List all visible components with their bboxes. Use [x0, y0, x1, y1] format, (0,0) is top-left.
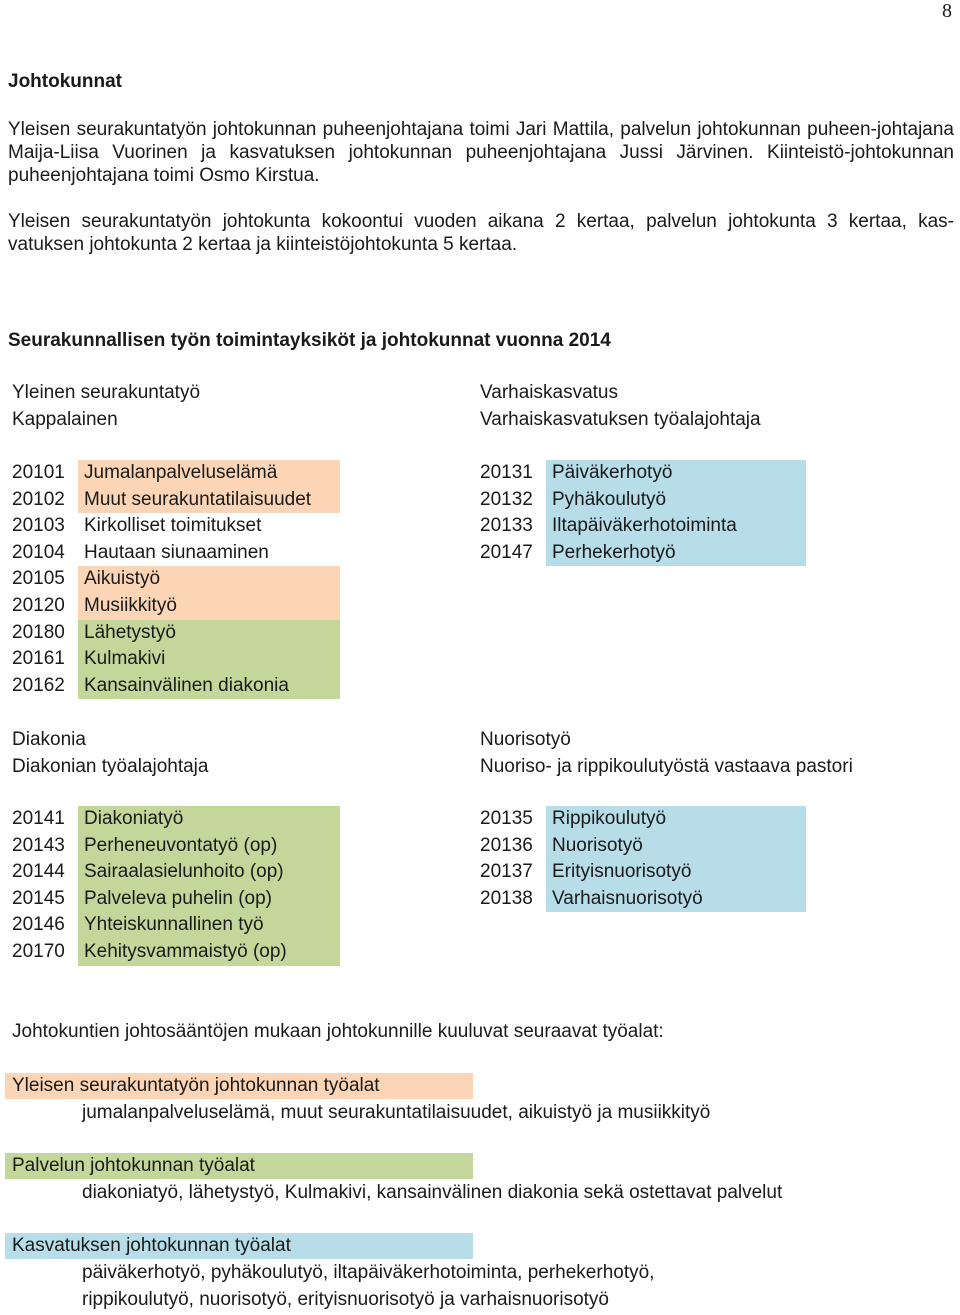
- group-title: Varhaiskasvatus: [480, 382, 618, 403]
- unit-code: 20162: [12, 674, 65, 696]
- unit-name: Nuorisotyö: [546, 833, 806, 860]
- group-header-diakonia: [12, 727, 208, 780]
- group-title: Yleinen seurakuntatyö: [12, 382, 201, 403]
- unit-name: Sairaalasielunhoito (op): [78, 859, 340, 886]
- unit-name: Jumalanpalveluselämä: [78, 460, 340, 487]
- duty-line: diakoniatyö, lähetystyö, Kulmakivi, kansainvälinen diakonia sekä ostettavat palvelut: [82, 1182, 783, 1203]
- unit-list-yleinen: [8, 460, 340, 699]
- unit-list-diakonia: [8, 806, 340, 966]
- unit-row: [476, 806, 806, 833]
- unit-name: Päiväkerhotyö: [546, 460, 806, 487]
- unit-code: 20144: [12, 861, 65, 883]
- group-title: Diakonia: [12, 729, 86, 750]
- unit-code: 20104: [12, 541, 65, 563]
- unit-name: Erityisnuorisotyö: [546, 859, 806, 886]
- unit-row: [8, 620, 340, 647]
- unit-code: 20143: [12, 834, 65, 856]
- unit-code: 20170: [12, 940, 65, 962]
- unit-name: Yhteiskunnallinen työ: [78, 912, 340, 939]
- unit-row: [476, 859, 806, 886]
- unit-row: [8, 939, 340, 966]
- duty-line: päiväkerhotyö, pyhäkoulutyö, iltapäiväkerhotoiminta, perhekerhotyö,: [82, 1262, 655, 1283]
- duty-label-yleinen: Yleisen seurakuntatyön johtokunnan työalat: [5, 1073, 473, 1099]
- duty-text-palvelu: [82, 1179, 782, 1206]
- unit-name: Muut seurakuntatilaisuudet: [78, 487, 340, 514]
- duty-text-yleinen: [82, 1099, 710, 1126]
- unit-name: Perheneuvontatyö (op): [78, 833, 340, 860]
- duties-intro: Johtokuntien johtosääntöjen mukaan johtokunnille kuuluvat seuraavat työalat:: [12, 1021, 664, 1042]
- group-subtitle: Kappalainen: [12, 408, 118, 430]
- unit-name: Lähetystyö: [78, 620, 340, 647]
- unit-row: [8, 540, 340, 567]
- unit-code: 20145: [12, 887, 65, 909]
- section-title-units: Seurakunnallisen työn toimintayksiköt ja johtokunnat vuonna 2014: [8, 330, 611, 351]
- unit-row: [476, 460, 806, 487]
- unit-row: [8, 487, 340, 514]
- duty-line: rippikoulutyö, nuorisotyö, erityisnuorisotyö ja varhaisnuorisotyö: [82, 1289, 609, 1310]
- heading-johtokunnat: Johtokunnat: [8, 71, 122, 92]
- group-header-nuorisotyo: [480, 727, 853, 780]
- unit-code: 20120: [12, 594, 65, 616]
- unit-code: 20105: [12, 568, 65, 590]
- group-title: Nuorisotyö: [480, 729, 571, 750]
- unit-code: 20147: [480, 541, 533, 563]
- unit-row: [8, 593, 340, 620]
- unit-code: 20132: [480, 488, 533, 510]
- unit-row: [8, 912, 340, 939]
- unit-row: [8, 646, 340, 673]
- page-number: 8: [942, 0, 952, 22]
- unit-code: 20146: [12, 914, 65, 936]
- unit-name: Kulmakivi: [78, 646, 340, 673]
- unit-row: [8, 673, 340, 700]
- unit-row: [476, 513, 806, 540]
- unit-name: Diakoniatyö: [78, 806, 340, 833]
- unit-row: [476, 540, 806, 567]
- unit-code: 20135: [480, 808, 533, 829]
- unit-code: 20103: [12, 515, 65, 537]
- unit-name: Iltapäiväkerhotoiminta: [546, 513, 806, 540]
- unit-code: 20161: [12, 648, 65, 670]
- group-subtitle: Nuoriso- ja rippikoulutyöstä vastaava pastori: [480, 755, 853, 777]
- unit-name: Musiikkityö: [78, 593, 340, 620]
- unit-row: [476, 886, 806, 913]
- group-subtitle: Diakonian työalajohtaja: [12, 755, 209, 777]
- unit-name: Rippikoulutyö: [546, 806, 806, 833]
- duty-label-palvelu: Palvelun johtokunnan työalat: [5, 1153, 473, 1179]
- unit-name: Kehitysvammaistyö (op): [78, 939, 340, 966]
- unit-row: [476, 487, 806, 514]
- unit-code: 20133: [480, 515, 533, 537]
- unit-row: [8, 833, 340, 860]
- unit-name: Perhekerhotyö: [546, 540, 806, 567]
- unit-code: 20136: [480, 834, 533, 856]
- unit-code: 20137: [480, 861, 533, 883]
- unit-row: [8, 859, 340, 886]
- unit-row: [8, 806, 340, 833]
- duty-text-kasvatus: [82, 1259, 654, 1313]
- unit-row: [8, 566, 340, 593]
- unit-name: Pyhäkoulutyö: [546, 487, 806, 514]
- unit-name: Hautaan siunaaminen: [84, 541, 269, 563]
- group-subtitle: Varhaiskasvatuksen työalajohtaja: [480, 408, 761, 430]
- unit-row: [8, 460, 340, 487]
- duty-label-kasvatus: Kasvatuksen johtokunnan työalat: [5, 1233, 473, 1259]
- duty-line: jumalanpalveluselämä, muut seurakuntatilaisuudet, aikuistyö ja musiikkityö: [82, 1102, 711, 1123]
- unit-code: 20101: [12, 462, 65, 483]
- unit-name: Palveleva puhelin (op): [78, 886, 340, 913]
- unit-row: [8, 513, 340, 540]
- unit-name: Aikuistyö: [78, 566, 340, 593]
- unit-list-varhaiskasvatus: [476, 460, 806, 566]
- unit-list-nuorisotyo: [476, 806, 806, 912]
- paragraph-chairpersons: Yleisen seurakuntatyön johtokunnan puheenjohtajana toimi Jari Mattila, palvelun johtokunnan puheen-johtajana Maija-Liisa Vuorinen ja kasvatuksen johtokunnan puheenjohtajana Jussi Järvinen. Kiinteistö-johtokunnan puheenjohtajana toimi Osmo Kirstua.: [8, 119, 954, 186]
- unit-name: Kirkolliset toimitukset: [84, 515, 262, 537]
- unit-code: 20141: [12, 808, 65, 829]
- unit-name: Kansainvälinen diakonia: [78, 673, 340, 700]
- unit-code: 20131: [480, 462, 533, 483]
- unit-row: [8, 886, 340, 913]
- unit-row: [476, 833, 806, 860]
- unit-name: Varhaisnuorisotyö: [546, 886, 806, 913]
- unit-code: 20180: [12, 621, 65, 643]
- unit-code: 20138: [480, 887, 533, 909]
- paragraph-meetings: Yleisen seurakuntatyön johtokunta kokoontui vuoden aikana 2 kertaa, palvelun johtokunta 3 kertaa, kas-vatuksen johtokunta 2 kertaa ja kiinteistöjohtokunta 5 kertaa.: [8, 211, 954, 255]
- unit-code: 20102: [12, 488, 65, 510]
- group-header-varhaiskasvatus: [480, 380, 761, 433]
- group-header-yleinen: [12, 380, 200, 433]
